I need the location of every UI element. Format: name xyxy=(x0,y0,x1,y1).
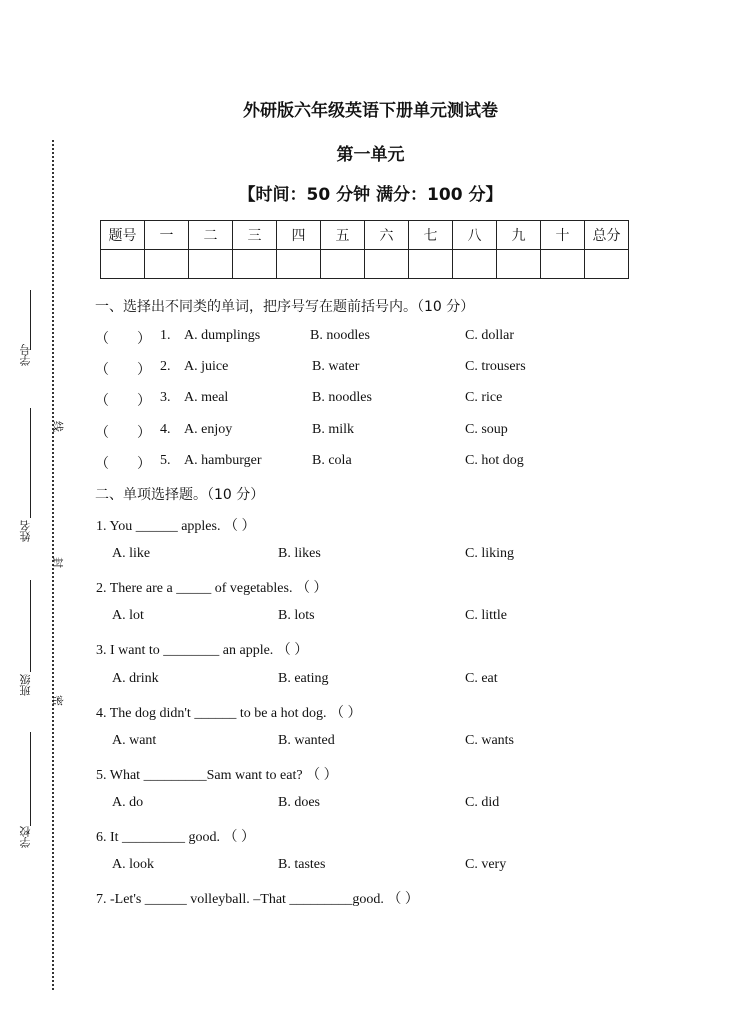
score-blank-cell[interactable] xyxy=(145,250,189,279)
score-table xyxy=(100,220,629,279)
score-blank-cell[interactable] xyxy=(541,250,585,279)
score-header-cell: 五 xyxy=(321,221,365,250)
s1-q4-num: 4. xyxy=(160,422,171,437)
score-header-cell: 二 xyxy=(189,221,233,250)
score-header-cell: 八 xyxy=(453,221,497,250)
s1-q4-option-c: C. soup xyxy=(465,422,508,437)
s2-q3-option-b: B. eating xyxy=(278,671,329,686)
s2-q2-option-b: B. lots xyxy=(278,608,315,623)
score-header-cell: 四 xyxy=(277,221,321,250)
student-id-underline xyxy=(30,290,31,350)
s2-q6-option-a: A. look xyxy=(112,857,154,872)
name-label: 姓名 xyxy=(19,520,32,542)
s2-q6-option-b: B. tastes xyxy=(278,857,326,872)
s1-q4-option-a: A. enjoy xyxy=(184,422,233,437)
s2-q4-option-a: A. want xyxy=(112,733,157,748)
s1-q3-option-c: C. rice xyxy=(465,390,503,405)
score-table-header-row xyxy=(101,221,629,250)
score-table-blank-row xyxy=(101,250,629,279)
score-header-cell: 三 xyxy=(233,221,277,250)
seal-char-seal: 封 xyxy=(52,555,64,569)
seal-char-secret: 密 xyxy=(52,693,64,707)
s2-q3-option-c: C. eat xyxy=(465,671,498,686)
s1-q4-option-b: B. milk xyxy=(312,422,355,437)
s1-q2-option-a: A. juice xyxy=(184,359,229,374)
class-label: 班级 xyxy=(19,674,32,696)
school-label: 学校 xyxy=(19,826,32,848)
s1-q3-option-a: A. meal xyxy=(184,390,229,405)
s2-q1-option-c: C. liking xyxy=(465,546,515,561)
s1-q1-num: 1. xyxy=(160,328,171,343)
score-header-cell: 总分 xyxy=(585,221,629,250)
score-blank-cell[interactable] xyxy=(277,250,321,279)
s2-q2-option-c: C. little xyxy=(465,608,507,623)
score-header-cell: 题号 xyxy=(101,221,145,250)
school-underline xyxy=(30,732,31,826)
s2-q2-option-a: A. lot xyxy=(112,608,144,623)
score-header-cell: 九 xyxy=(497,221,541,250)
s1-q2-paren[interactable]: （ ） xyxy=(95,363,151,378)
s1-q5-paren[interactable]: （ ） xyxy=(95,457,151,472)
s2-q7-stem: 7. -Let's ______ volleyball. –That _________good. （ ） xyxy=(96,892,419,907)
s2-q1-option-b: B. likes xyxy=(278,546,321,561)
score-header-cell: 一 xyxy=(145,221,189,250)
score-blank-cell[interactable] xyxy=(585,250,629,279)
s2-q5-stem: 5. What _________Sam want to eat? （ ） xyxy=(96,768,338,783)
score-header-cell: 七 xyxy=(409,221,453,250)
s1-q5-option-b: B. cola xyxy=(312,453,352,468)
unit-title: 第一单元 xyxy=(336,145,405,165)
class-underline-top xyxy=(30,408,31,518)
s2-q6-stem: 6. It _________ good. （ ） xyxy=(96,830,256,845)
s1-q1-option-b: B. noodles xyxy=(310,328,370,343)
s2-q3-stem: 3. I want to ________ an apple. （ ） xyxy=(96,643,309,658)
time-score-info: 【时间：50 分钟 满分：100 分】 xyxy=(238,185,503,205)
student-id-label: 学号 xyxy=(19,344,32,366)
s1-q2-option-b: B. water xyxy=(312,359,360,374)
s2-q2-stem: 2. There are a _____ of vegetables. （ ） xyxy=(96,581,328,596)
exam-title: 外研版六年级英语下册单元测试卷 xyxy=(243,101,498,121)
s2-q4-option-c: C. wants xyxy=(465,733,514,748)
score-blank-cell[interactable] xyxy=(321,250,365,279)
s1-q5-option-a: A. hamburger xyxy=(184,453,262,468)
score-blank-cell[interactable] xyxy=(189,250,233,279)
s2-q4-stem: 4. The dog didn't ______ to be a hot dog. （ ） xyxy=(96,706,362,721)
s1-q2-num: 2. xyxy=(160,359,171,374)
score-header-cell: 十 xyxy=(541,221,585,250)
s2-q5-option-b: B. does xyxy=(278,795,320,810)
s1-q1-option-a: A. dumplings xyxy=(184,328,261,343)
score-blank-cell[interactable] xyxy=(409,250,453,279)
score-blank-cell[interactable] xyxy=(233,250,277,279)
s1-q3-num: 3. xyxy=(160,390,171,405)
s1-q5-option-c: C. hot dog xyxy=(465,453,524,468)
name-underline xyxy=(30,580,31,672)
score-blank-cell[interactable] xyxy=(365,250,409,279)
s2-q1-option-a: A. like xyxy=(112,546,151,561)
s1-q2-option-c: C. trousers xyxy=(465,359,526,374)
seal-char-line: 线 xyxy=(52,419,64,433)
score-blank-cell[interactable] xyxy=(453,250,497,279)
score-blank-cell[interactable] xyxy=(101,250,145,279)
section-2-heading: 二、单项选择题。（10 分） xyxy=(95,487,265,503)
score-blank-cell[interactable] xyxy=(497,250,541,279)
score-header-cell: 六 xyxy=(365,221,409,250)
s1-q3-option-b: B. noodles xyxy=(312,390,372,405)
s2-q4-option-b: B. wanted xyxy=(278,733,335,748)
s1-q1-option-c: C. dollar xyxy=(465,328,514,343)
s2-q6-option-c: C. very xyxy=(465,857,507,872)
s1-q5-num: 5. xyxy=(160,453,171,468)
s1-q3-paren[interactable]: （ ） xyxy=(95,394,151,409)
s2-q3-option-a: A. drink xyxy=(112,671,159,686)
s1-q4-paren[interactable]: （ ） xyxy=(95,426,151,441)
s2-q1-stem: 1. You ______ apples. （ ） xyxy=(96,519,256,534)
s1-q1-paren[interactable]: （ ） xyxy=(95,332,151,347)
s2-q5-option-c: C. did xyxy=(465,795,500,810)
s2-q5-option-a: A. do xyxy=(112,795,144,810)
section-1-heading: 一、选择出不同类的单词，把序号写在题前括号内。（10 分） xyxy=(95,299,475,315)
